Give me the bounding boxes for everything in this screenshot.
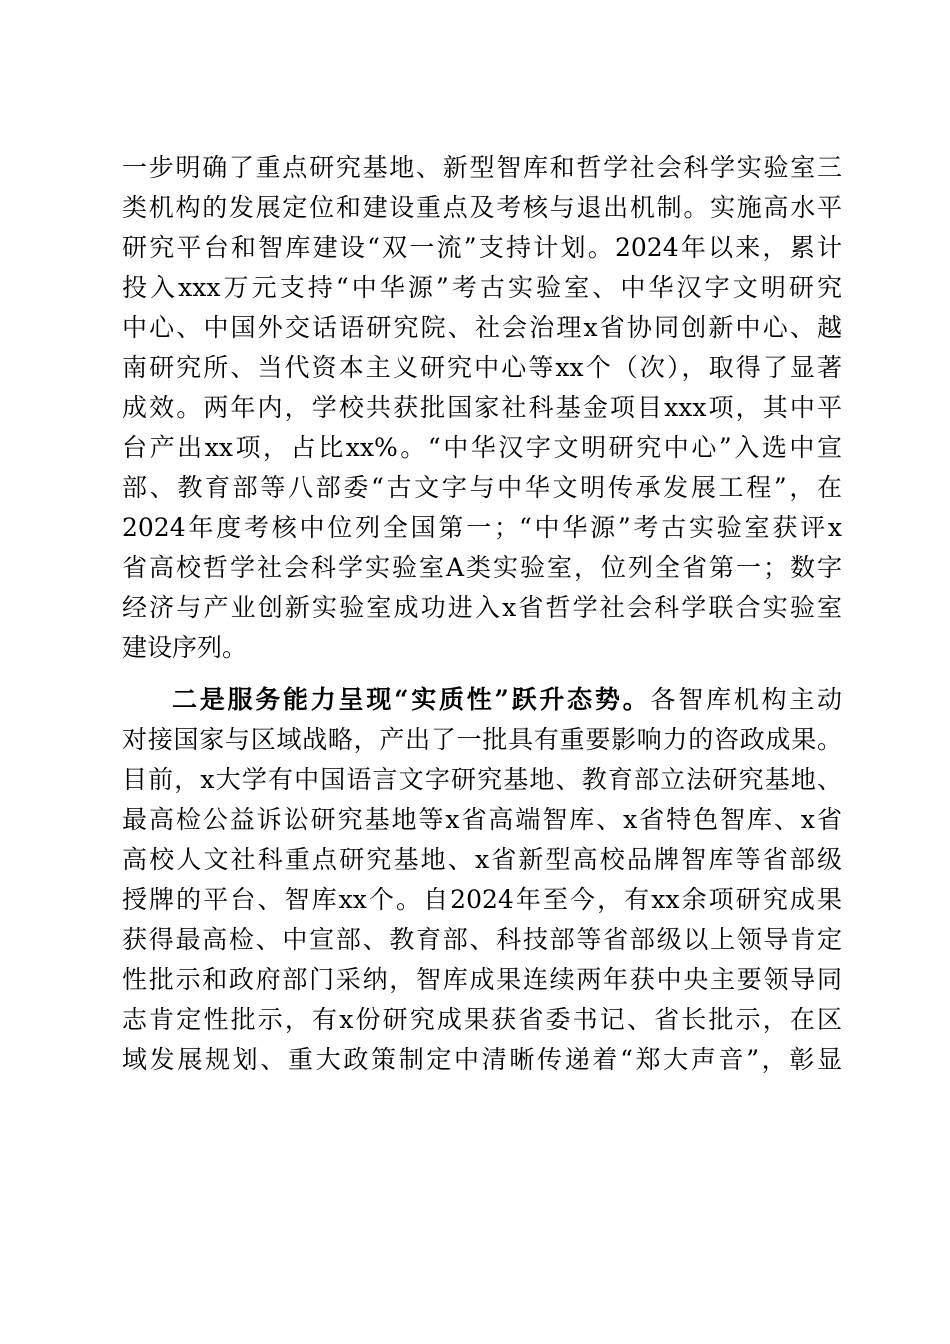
text-line: 建设序列。 <box>122 633 248 662</box>
text-line: 性批示和政府部门采纳，智库成果连续两年获中央主要领导同 <box>122 965 842 994</box>
text-line: 域发展规划、重大政策制定中清晰传递着“郑大声音”，彰显 <box>122 1045 842 1074</box>
text-line: 授牌的平台、智库xx个。自2024年至今，有xx余项研究成果 <box>122 885 842 914</box>
text-line: 类机构的发展定位和建设重点及考核与退出机制。实施高水平 <box>122 193 842 222</box>
paragraph-lead-heading: 二是服务能力呈现“实质性”跃升态势。 <box>172 685 651 714</box>
text-line: 目前，x大学有中国语言文字研究基地、教育部立法研究基地、 <box>122 765 842 794</box>
text-line: 2024年度考核中位列全国第一；“中华源”考古实验室获评x <box>122 513 842 542</box>
paragraph-first-line <box>122 680 842 720</box>
text-line: 最高检公益诉讼研究基地等x省高端智库、x省特色智库、x省 <box>122 805 842 834</box>
text-line: 台产出xx项，占比xx%。“中华汉字文明研究中心”入选中宣 <box>122 433 842 462</box>
text-line: 中心、中国外交话语研究院、社会治理x省协同创新中心、越 <box>122 313 842 342</box>
paragraph-first-line-rest: 各智库机构主动 <box>650 685 842 714</box>
text-line: 经济与产业创新实验室成功进入x省哲学社会科学联合实验室 <box>122 593 842 622</box>
text-line: 对接国家与区域战略，产出了一批具有重要影响力的咨政成果。 <box>122 725 842 754</box>
text-line: 高校人文社科重点研究基地、x省新型高校品牌智库等省部级 <box>122 845 842 874</box>
paragraph-gap <box>122 668 842 680</box>
text-line: 获得最高检、中宣部、教育部、科技部等省部级以上领导肯定 <box>122 925 842 954</box>
text-line: 一步明确了重点研究基地、新型智库和哲学社会科学实验室三 <box>122 153 842 182</box>
text-line: 志肯定性批示，有x份研究成果获省委书记、省长批示，在区 <box>122 1005 842 1034</box>
text-line: 投入xxx万元支持“中华源”考古实验室、中华汉字文明研究 <box>122 273 842 302</box>
text-line: 部、教育部等八部委“古文字与中华文明传承发展工程”，在 <box>122 473 842 502</box>
text-line: 南研究所、当代资本主义研究中心等xx个（次），取得了显著 <box>122 353 842 382</box>
text-line: 研究平台和智库建设“双一流”支持计划。2024年以来，累计 <box>122 233 842 262</box>
body-text <box>122 148 842 1080</box>
text-line: 省高校哲学社会科学实验室A类实验室，位列全省第一；数字 <box>122 553 842 582</box>
text-line: 成效。两年内，学校共获批国家社科基金项目xxx项，其中平 <box>122 393 842 422</box>
